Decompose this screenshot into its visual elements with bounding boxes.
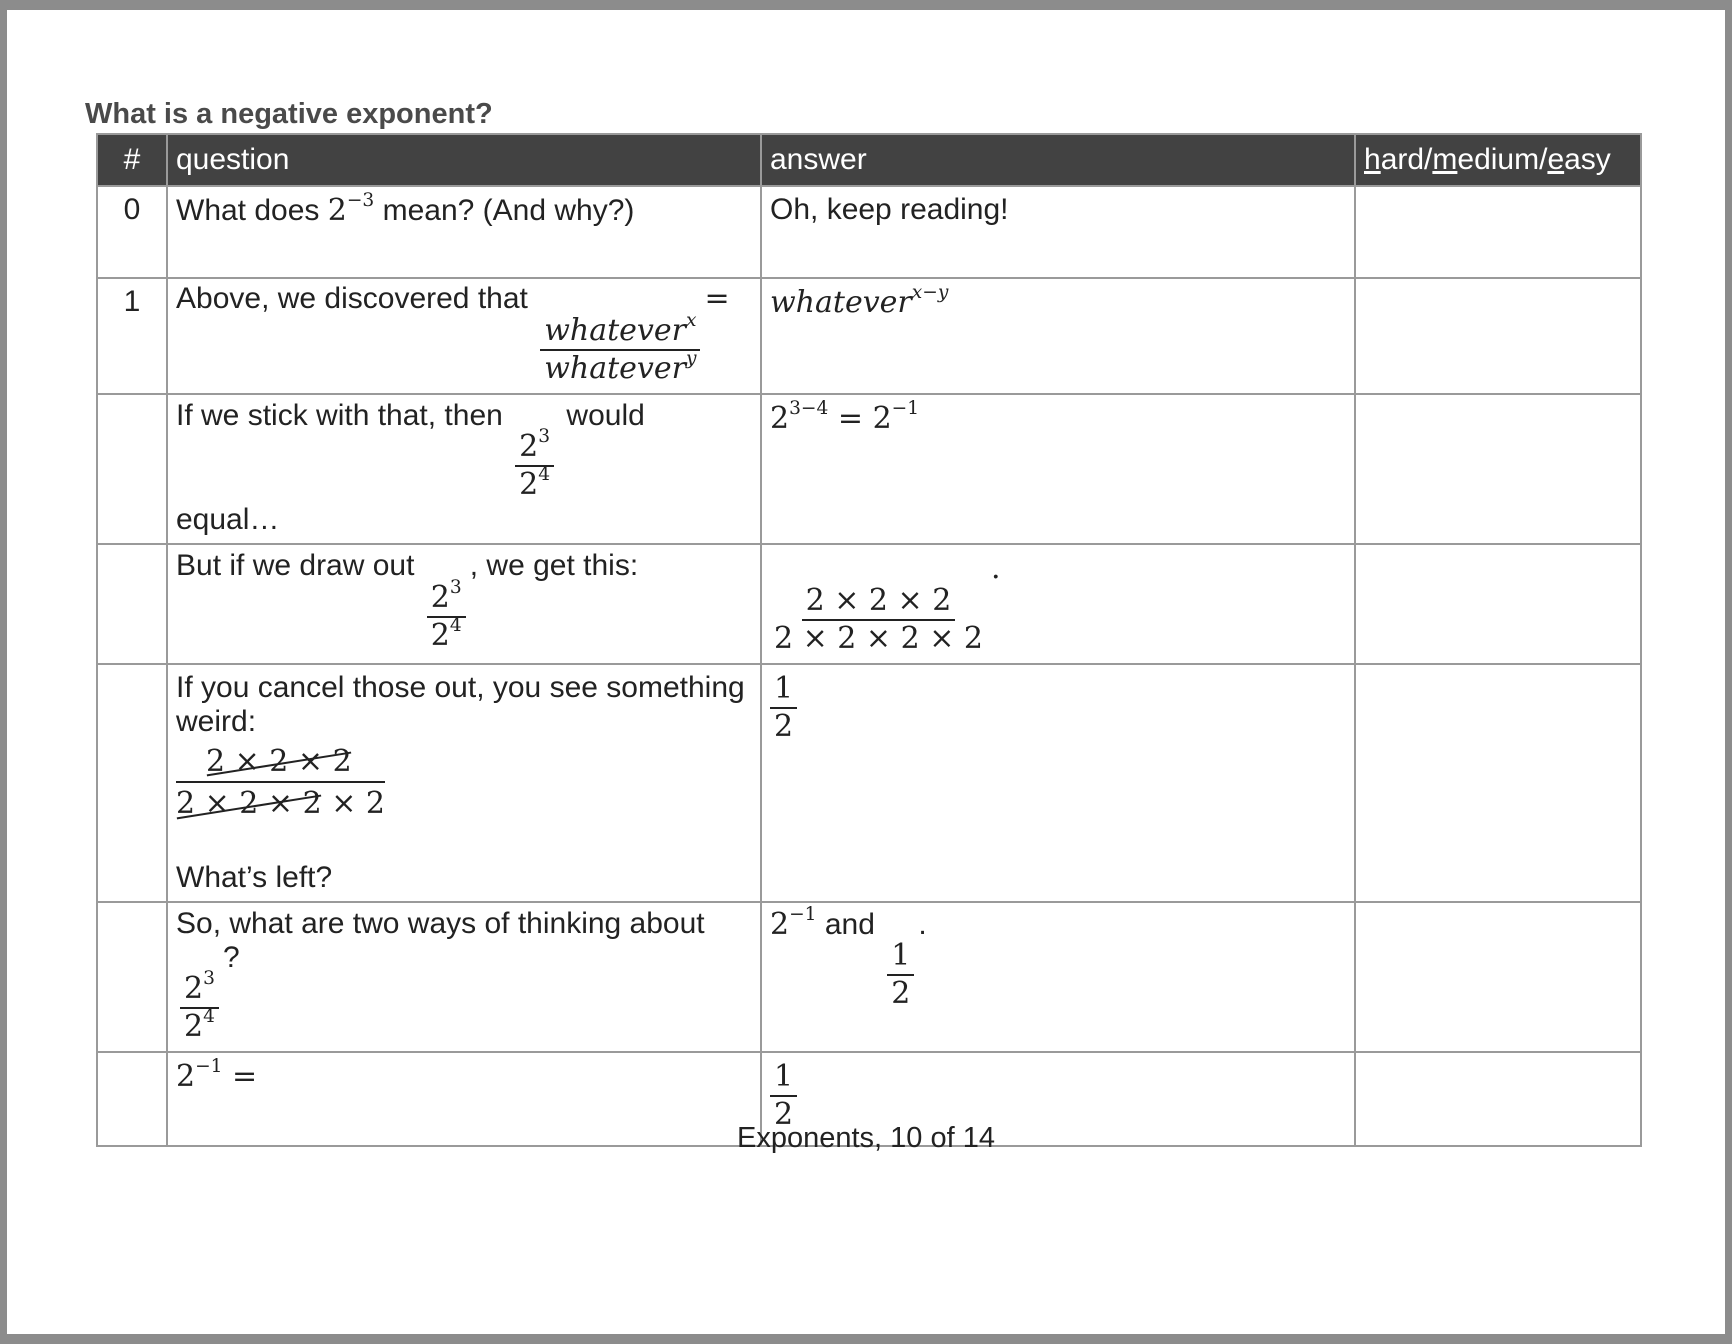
page-footer: Exponents, 10 of 14	[737, 1122, 995, 1154]
answer-cell: $\frac{1}{2}$	[761, 1052, 1355, 1146]
question-cell: So, what are two ways of thinking about $\frac{2^3}{2^4}$ ?	[167, 902, 761, 1053]
page-heading: What is a negative exponent?	[85, 98, 493, 130]
question-cell: What does $2^{-3}$ mean? (And why?)	[167, 186, 761, 278]
cancelled-fraction: $\frac{2 \times 2 \times 2}{2 \times 2 \times 2 \times 2}$	[176, 742, 385, 825]
answer-cell: $\frac{2 \times 2 \times 2}{2 \times 2 \times 2 \times 2}$ .	[761, 544, 1355, 664]
answer-cell: Oh, keep reading!	[761, 186, 1355, 278]
row-number	[97, 394, 167, 545]
question-cell: If you cancel those out, you see something weird: $\frac{2 \times 2 \times 2}{2 \times 2 \times 2 \times 2}$ What’s left?	[167, 664, 761, 902]
question-cell: If we stick with that, then $\frac{2^3}{2^4}$ would equal…	[167, 394, 761, 545]
answer-cell: $\frac{1}{2}$	[761, 664, 1355, 902]
table-row	[97, 664, 1641, 902]
header-difficulty: hard/medium/easy	[1355, 134, 1641, 186]
answer-cell: whatever$^{x-y}$	[761, 278, 1355, 394]
difficulty-cell[interactable]	[1355, 664, 1641, 902]
difficulty-cell[interactable]	[1355, 278, 1641, 394]
question-table	[96, 133, 1642, 1147]
question-cell: Above, we discovered that $\frac{whatever^x}{whatever^y}$ =	[167, 278, 761, 394]
table-row	[97, 902, 1641, 1053]
table-row	[97, 278, 1641, 394]
header-question: question	[167, 134, 761, 186]
difficulty-cell[interactable]	[1355, 544, 1641, 664]
row-number	[97, 544, 167, 664]
difficulty-cell[interactable]	[1355, 186, 1641, 278]
difficulty-cell[interactable]	[1355, 902, 1641, 1053]
table-row	[97, 186, 1641, 278]
table-header-row	[97, 134, 1641, 186]
question-cell: $2^{-1}$ =	[167, 1052, 761, 1146]
row-number: 0	[97, 186, 167, 278]
row-number	[97, 902, 167, 1053]
answer-cell: $2^{3-4} = 2^{-1}$	[761, 394, 1355, 545]
table-row	[97, 544, 1641, 664]
worksheet-page	[7, 10, 1725, 1334]
header-number: #	[97, 134, 167, 186]
row-number: 1	[97, 278, 167, 394]
table-row	[97, 394, 1641, 545]
answer-cell: $2^{-1}$ and $\frac{1}{2}$ .	[761, 902, 1355, 1053]
row-number	[97, 664, 167, 902]
question-cell: But if we draw out $\frac{2^3}{2^4}$ , we get this:	[167, 544, 761, 664]
difficulty-cell[interactable]	[1355, 394, 1641, 545]
header-answer: answer	[761, 134, 1355, 186]
